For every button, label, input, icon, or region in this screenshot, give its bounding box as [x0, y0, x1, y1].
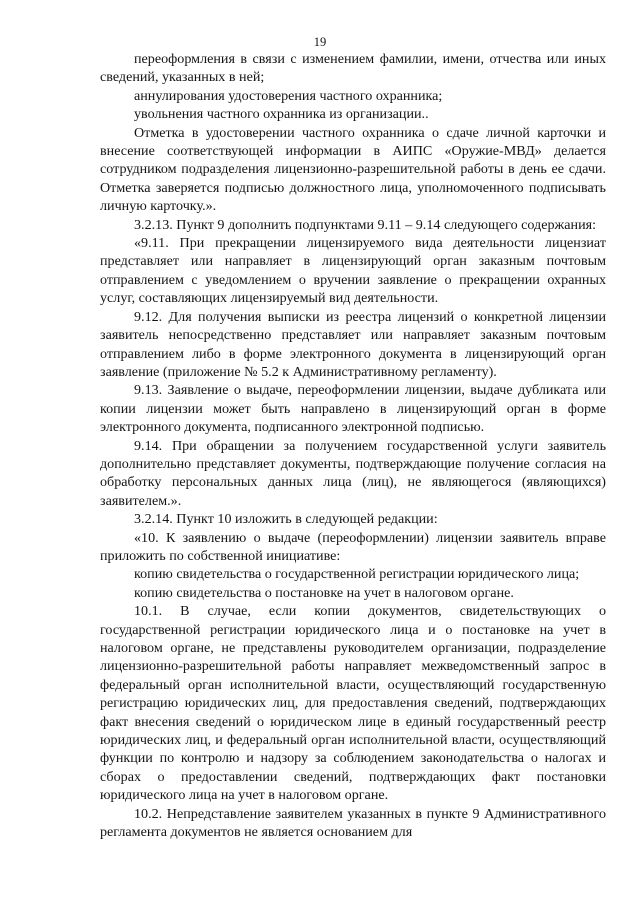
paragraph: 3.2.13. Пункт 9 дополнить подпунктами 9.11 – 9.14 следующего содержания:	[134, 216, 597, 233]
paragraph: Отметка в удостоверении частного охранника о сдаче личной карточки и внесение соответствующей информации в АИПС «Оружие-МВД» делается сотрудником подразделения лицензионно-разрешительной работы в день ее сдачи. Отметка заверяется подписью должностного лица, уполномоченного подписывать личную карточку.».	[100, 124, 606, 215]
paragraph: аннулирования удостоверения частного охранника;	[134, 87, 443, 104]
paragraph: «10. К заявлению о выдаче (переоформлении) лицензии заявитель вправе приложить по собственной инициативе:	[100, 529, 606, 564]
paragraph: 10.1. В случае, если копии документов, свидетельствующих о государственной регистрации юридического лица и о постановке на учет в налоговом органе, не представлены руководителем организации, подразделение лицензионно-разрешительной работы направляет межведомственный запрос в федеральный орган исполнительной власти, осуществляющий государственную регистрацию юридических лиц, для предоставления сведений, подтверждающих факт внесения сведений о юридическом лице в единый государственный реестр юридических лиц, и федеральный орган исполнительной власти, осуществляющий функции по контролю и надзору за соблюдением законодательства о налогах и сборах о предоставлении сведений, подтверждающих факт постановки юридического лица на учет в налоговом органе.	[100, 603, 606, 804]
paragraph: 10.2. Непредставление заявителем указанных в пункте 9 Административного регламента документов не является основанием для	[100, 805, 606, 841]
paragraph: 9.12. Для получения выписки из реестра лицензий о конкретной лицензии заявитель непосредственно представляет или направляет заказным почтовым отправлением либо в форме электронного документа в лицензирующий орган заявление (приложение № 5.2 к Административному регламенту).	[100, 308, 606, 380]
paragraph: переоформления в связи с изменением фамилии, имени, отчества или иных сведений, указанных в ней;	[100, 51, 606, 86]
paragraph: 9.14. При обращении за получением государственной услуги заявитель дополнительно представляет документы, подтверждающие получение согласия на обработку персональных данных лица (лиц), не являющегося (являющихся) заявителем.».	[100, 437, 606, 509]
document-body	[100, 50, 606, 841]
paragraph: 3.2.14. Пункт 10 изложить в следующей редакции:	[134, 511, 438, 528]
paragraph: увольнения частного охранника из организации..	[134, 106, 429, 123]
paragraph: 9.13. Заявление о выдаче, переоформлении лицензии, выдаче дубликата или копии лицензии может быть направлено в лицензирующий орган в форме электронного документа, подписанного электронной подписью.	[100, 382, 606, 436]
paragraph: копию свидетельства о постановке на учет в налоговом органе.	[134, 584, 514, 601]
paragraph: копию свидетельства о государственной регистрации юридического лица;	[134, 566, 580, 583]
page-number: 19	[313, 35, 327, 49]
paragraph: «9.11. При прекращении лицензируемого вида деятельности лицензиат представляет или направляет в лицензирующий орган заказным почтовым отправлением с уведомлением о вручении заявление о прекращении охранных услуг, составляющих лицензируемый вид деятельности.	[100, 235, 606, 307]
